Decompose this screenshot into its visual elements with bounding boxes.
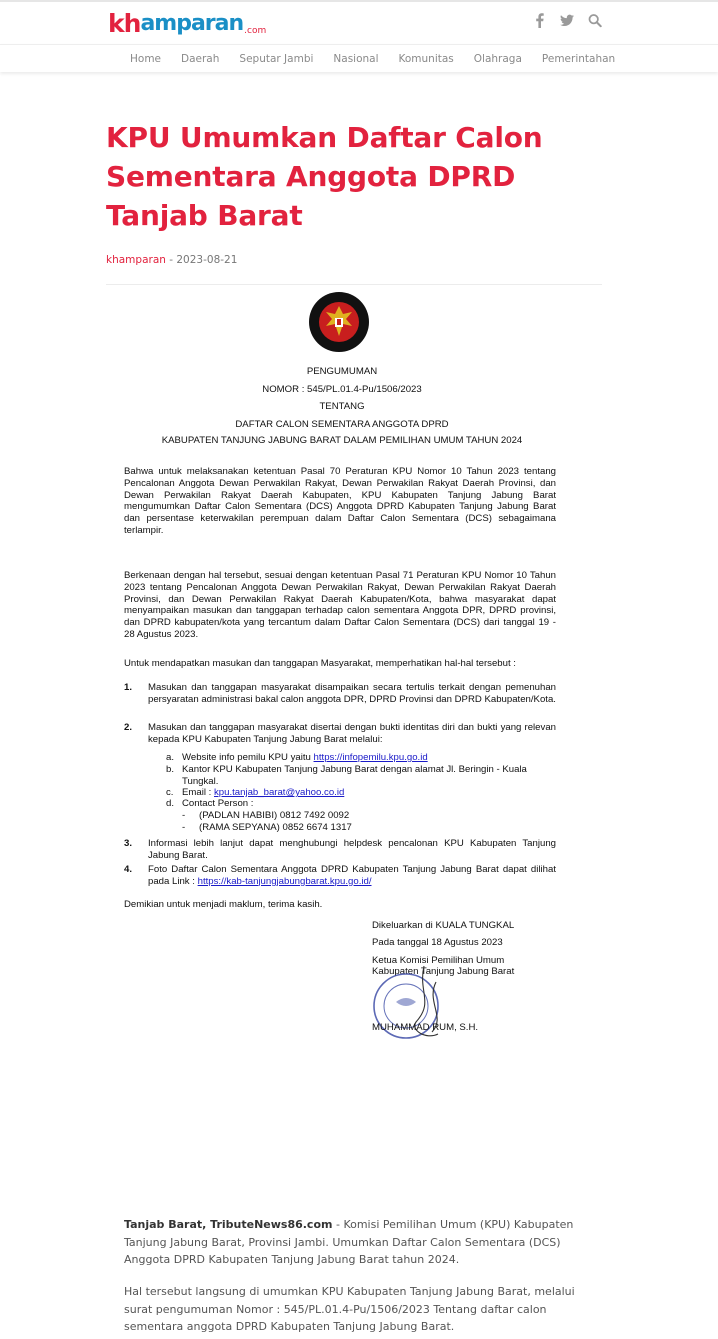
doc-list-text: Informasi lebih lanjut dapat menghubungi helpdesk pencalonan KPU Kabupaten Tanjung Jabung Barat. (148, 838, 556, 861)
doc-heading-daftar: DAFTAR CALON SEMENTARA ANGGOTA DPRD (235, 419, 449, 430)
doc-paragraph-3: Untuk mendapatkan masukan dan tanggapan Masyarakat, memperhatikan hal-hal tersebut : (124, 658, 516, 669)
doc-signature-region: Kabupaten Tanjung Jabung Barat (372, 966, 515, 977)
doc-sub-text: Kantor KPU Kabupaten Tanjung Jabung Barat dengan alamat Jl. Beringin - Kuala Tungkal. (182, 764, 527, 787)
nav-item-nasional[interactable]: Nasional (333, 53, 379, 65)
doc-paragraph-1: Bahwa untuk melaksanakan ketentuan Pasal 70 Peraturan KPU Nomor 10 Tahun 2023 tentang Pencalonan Anggota Dewan Perwakilan Rakyat, Dewan Perwakilan Rakyat Daerah Provinsi, dan Dewan Perwakilan Rakyat Daerah Kabupaten, KPU Kabupaten Tanjung Jabung Barat mengumumkan Daftar Calon Sementara (DCS) Anggota DPRD Kabupaten Tanjung Jabung Barat dan persentase keterwakilan perempuan dalam Daftar Calon Sementara (DCS) sebagaimana terlampir. (124, 466, 556, 536)
facebook-icon[interactable] (532, 12, 546, 28)
doc-signature-role: Ketua Komisi Pemilihan Umum (372, 955, 505, 966)
kpu-emblem-icon (308, 288, 370, 358)
article-date: 2023-08-21 (176, 254, 238, 266)
search-icon[interactable] (588, 12, 602, 28)
nav-item-seputar-jambi[interactable]: Seputar Jambi (239, 53, 314, 65)
doc-sub-letter: c. (166, 787, 174, 798)
doc-signature-name: MUHAMMAD RUM, S.H. (372, 1022, 479, 1033)
article-title: KPU Umumkan Daftar Calon Sementara Anggota DPRD Tanjab Barat (106, 121, 543, 232)
doc-list-number: 3. (124, 838, 133, 849)
doc-list-text: Foto Daftar Calon Sementara Anggota DPRD Kabupaten Tanjung Jabung Barat dapat dilihat pada Link : (148, 864, 556, 887)
doc-sub-letter: b. (166, 764, 175, 775)
logo-text-main: amparan (140, 11, 244, 36)
nav-list (120, 45, 625, 73)
doc-list-text: Masukan dan tanggapan masyarakat disampaikan secara tertulis terkait dengan pemenuhan persyaratan administrasi bakal calon anggota DPR, DPRD Provinsi dan DPRD Kabupaten/Kota. (148, 682, 556, 705)
doc-sub-letter: d. (166, 798, 175, 809)
infopemilu-link[interactable]: https://infopemilu.kpu.go.id (313, 752, 428, 763)
doc-heading-kabupaten: KABUPATEN TANJUNG JABUNG BARAT DALAM PEMILIHAN UMUM TAHUN 2024 (161, 435, 523, 446)
meta-separator: - (165, 254, 177, 266)
doc-sub-text: Contact Person : (182, 798, 254, 809)
social-icons (532, 12, 602, 28)
nav-item-komunitas[interactable]: Komunitas (398, 53, 454, 65)
article-lead: Tanjab Barat, TributeNews86.com (124, 1218, 333, 1231)
article-author[interactable]: khamparan (106, 254, 166, 266)
official-stamp-icon (366, 962, 466, 1062)
doc-list-number: 1. (124, 682, 133, 693)
doc-signature-place: Dikeluarkan di KUALA TUNGKAL (372, 920, 515, 931)
article-paragraph-1-text: - Komisi Pemilihan Umum (KPU) Kabupaten Tanjung Jabung Barat, Provinsi Jambi. Umumkan Daftar Calon Sementara (DCS) Anggota DPRD Kabupaten Tanjung Jabung Barat tahun 2024. (124, 1218, 574, 1266)
nav-item-pemerintahan[interactable]: Pemerintahan (541, 53, 616, 65)
doc-list-number: 2. (124, 722, 133, 733)
announcement-image (106, 286, 602, 1066)
site-logo[interactable] (108, 8, 266, 38)
nav-item-home[interactable]: Home (130, 53, 162, 65)
title-divider (106, 284, 602, 285)
nav-item-daerah[interactable]: Daerah (181, 53, 220, 65)
twitter-icon[interactable] (560, 12, 574, 28)
doc-contact-text: (RAMA SEPYANA) 0852 6674 1317 (199, 822, 352, 833)
logo-text-com: .com (244, 26, 267, 36)
doc-sub-letter: a. (166, 752, 175, 763)
kpu-website-link[interactable]: https://kab-tanjungjabungbarat.kpu.go.id/ (197, 875, 372, 887)
doc-closing: Demikian untuk menjadi maklum, terima kasih. (124, 899, 323, 910)
doc-contact-text: (PADLAN HABIBI) 0812 7492 0092 (199, 810, 350, 821)
doc-heading-tentang: TENTANG (319, 401, 365, 412)
doc-signature-date: Pada tanggal 18 Agustus 2023 (372, 937, 503, 948)
nav-item-olahraga[interactable]: Olahraga (473, 53, 522, 65)
doc-sub-text: Website info pemilu KPU yaitu (182, 752, 314, 763)
doc-list-number: 4. (124, 864, 133, 875)
top-bar (0, 0, 718, 44)
doc-contact-dash: - (182, 810, 186, 821)
article-body (124, 1216, 576, 1339)
doc-heading-nomor: NOMOR : 545/PL.01.4-Pu/1506/2023 (262, 384, 422, 395)
article-meta (106, 254, 237, 266)
doc-paragraph-2: Berkenaan dengan hal tersebut, sesuai dengan ketentuan Pasal 71 Peraturan KPU Nomor 10 Tahun 2023 tentang Pencalonan Anggota Dewan Perwakilan Rakyat, Dewan Perwakilan Rakyat Daerah Provinsi, dan Dewan Perwakilan Rakyat Daerah Kabupaten/Kota, bahwa masyarakat dapat menyampaikan masukan dan tanggapan terhadap calon sementara Anggota DPR, DPRD provinsi, dan DPRD kabupaten/kota yang tercantum dalam Daftar Calon Sementara (DCS) dari tanggal 19 - 28 Agustus 2023. (124, 570, 556, 640)
article-paragraph-1 (124, 1216, 576, 1269)
doc-contact-dash: - (182, 822, 186, 833)
doc-heading-pengumuman: PENGUMUMAN (306, 366, 378, 377)
doc-sub-text: Email : (182, 787, 214, 798)
doc-list-text: Masukan dan tanggapan masyarakat disertai dengan bukti identitas diri dan bukti yang relevan kepada KPU Kabupaten Tanjung Jabung Barat melalui: (148, 722, 556, 745)
email-link[interactable]: kpu.tanjab_barat@yahoo.co.id (214, 787, 345, 798)
article-paragraph-2: Hal tersebut langsung di umumkan KPU Kabupaten Tanjung Jabung Barat, melalui surat pengumuman Nomor : 545/PL.01.4-Pu/1506/2023 Tentang daftar calon sementara anggota DPRD Kabupaten Tanjung Jabung Barat. (124, 1285, 575, 1333)
main-nav (0, 44, 718, 72)
logo-text-k: kh (108, 9, 141, 38)
